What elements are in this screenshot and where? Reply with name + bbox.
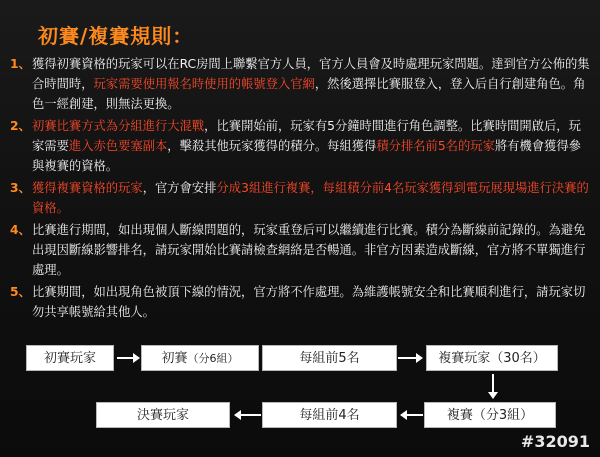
arrow-down-icon: [486, 374, 500, 400]
flow-step-preliminary-round: [141, 345, 259, 371]
flow-step-label: 每組前5名: [299, 351, 360, 366]
flow-step-label: 初賽: [161, 351, 188, 366]
rule-item: [10, 220, 590, 280]
rule-number: 5、: [10, 285, 31, 299]
arrow-left-icon: [399, 408, 423, 422]
flow-step-semifinal-round: [424, 402, 556, 428]
rule-text: ，官方會安排: [142, 181, 217, 195]
flow-step-top4-per-group: [262, 402, 397, 428]
rule-highlight-text: 積分排名前5名的玩家: [376, 139, 495, 153]
rules-list: [10, 54, 590, 324]
flow-step-label: 初賽玩家: [43, 351, 96, 366]
rule-text: 將有機會獲得參與複賽的資格。: [32, 139, 581, 173]
rule-number: 2、: [10, 119, 31, 133]
flow-step-label: 複賽玩家（30名）: [438, 351, 546, 366]
flow-step-sublabel: （分6組）: [187, 352, 239, 365]
rule-text: 比賽進行期間，如出現個人斷線問題的，玩家重登后可以繼續進行比賽。積分為斷線前記錄的。為避免出現因斷線影響排名，請玩家開始比賽請檢查網絡是否暢通。非官方因素造成斷線，官方將不單獨進行處理。: [32, 223, 586, 277]
rule-highlight-text: 分成3組進行複賽，每組積分前4名玩家獲得到電玩展現場進行決賽的資格。: [32, 181, 589, 215]
flow-step-label: 決賽玩家: [136, 408, 189, 423]
rule-highlight-text: 獲得複賽資格的玩家: [32, 181, 143, 195]
flow-step-top5-per-group: [262, 345, 397, 371]
rule-text: ，比賽開始前，玩家有5分鐘時間進行角色調整。比賽時間開啟后，玩家需要: [32, 119, 581, 153]
rule-item: [10, 116, 590, 176]
flow-step-label: 每組前4名: [299, 408, 360, 423]
rule-number: 3、: [10, 181, 31, 195]
flow-step-preliminary-players: [26, 345, 114, 371]
arrow-left-icon: [233, 408, 261, 422]
flow-step-final-players: [96, 402, 230, 428]
rule-number: 4、: [10, 223, 31, 237]
rule-text: 比賽期間，如出現角色被頂下線的情況，官方將不作處理。為維護帳號安全和比賽順利進行，請玩家切勿共享帳號給其他人。: [32, 285, 586, 319]
rule-item: [10, 178, 590, 218]
rule-text: 獲得初賽資格的玩家可以在RC房間上聯繫官方人員，官方人員會及時處理玩家問題。達到官方公佈的集合時間時，: [32, 57, 590, 91]
arrow-right-icon: [117, 351, 141, 365]
rule-text: ，然後選擇比賽服登入，登入后自行創建角色。角色一經創建，則無法更換。: [32, 77, 586, 111]
flow-step-semifinal-players: [426, 345, 558, 371]
flow-step-label: 複賽（分3組）: [446, 408, 534, 423]
rule-highlight-text: 玩家需要使用報名時使用的帳號登入官網: [93, 77, 315, 91]
page-title: 初賽/複賽規則：: [38, 24, 194, 48]
arrow-right-icon: [398, 351, 424, 365]
competition-flowchart: [0, 330, 600, 440]
rule-number: 1、: [10, 57, 31, 71]
rule-highlight-text: 進入赤色要塞副本: [68, 139, 168, 153]
rule-item: [10, 54, 590, 114]
rule-text: ，擊殺其他玩家獲得的積分。每組獲得: [167, 139, 377, 153]
rule-item: [10, 282, 590, 322]
rule-highlight-text: 初賽比賽方式為分組進行大混戰: [32, 119, 205, 133]
post-id-watermark: #32091: [520, 432, 590, 451]
